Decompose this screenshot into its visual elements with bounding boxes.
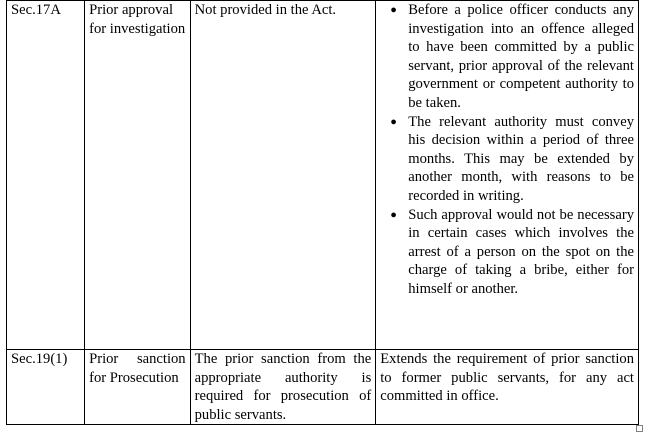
amendment-point-text: The relevant authority must convey his decision within a period of three months. This may be extended by another month, with reasons to be recorded in writing. [408, 113, 634, 204]
new-provision-cell [376, 1, 639, 350]
section-cell [7, 350, 85, 425]
new-provision-cell [376, 350, 639, 425]
old-provision-cell [190, 350, 376, 425]
amendment-points-list [380, 1, 634, 298]
bullet-icon: ● [390, 208, 397, 221]
section-cell [7, 1, 85, 350]
amendment-point-text: Such approval would not be necessary in certain cases which involves the arrest of a person on the spot on the charge of taking a bribe, either for himself or another. [408, 206, 634, 297]
new-provision-text: Extends the requirement of prior sanction to former public servants, for any act committed in office. [380, 351, 634, 404]
list-item [390, 206, 634, 299]
provisions-table [6, 0, 639, 425]
table-row [7, 350, 639, 425]
list-item [390, 1, 634, 112]
table-row [7, 1, 639, 350]
provision-title: Prior sanction for Prosecution [89, 351, 186, 386]
title-cell [85, 1, 191, 350]
bullet-icon: ● [390, 4, 397, 16]
title-cell [85, 350, 191, 425]
amendment-point-text: Before a police officer conducts any investigation into an offence alleged to have been committed by a public servant, prior approval of the relevant government or competent authority to be taken. [408, 2, 634, 111]
old-provision-text: Not provided in the Act. [194, 2, 337, 18]
section-label: Sec.19(1) [11, 351, 68, 367]
provision-title: Prior approval for investigation [89, 2, 186, 37]
old-provision-cell [190, 1, 376, 350]
old-provision-text: The prior sanction from the appropriate authority is required for prosecution of public servants. [194, 351, 372, 423]
list-item [390, 113, 634, 206]
bullet-icon: ● [390, 115, 397, 128]
table-resize-handle[interactable] [636, 425, 643, 432]
section-label: Sec.17A [11, 2, 61, 18]
